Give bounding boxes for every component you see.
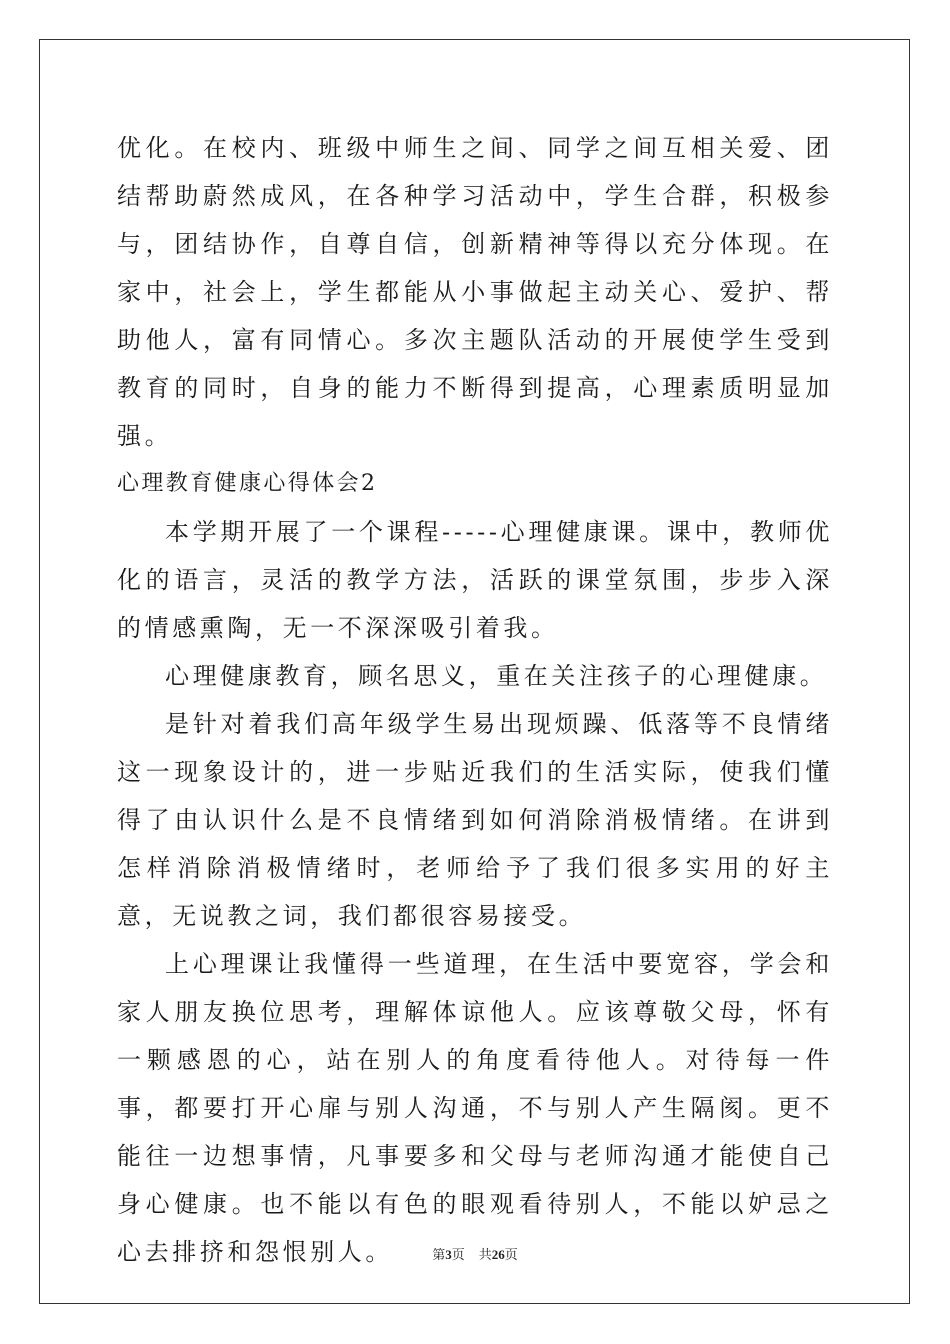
- document-body: [117, 124, 833, 1276]
- section-heading: 心理教育健康心得体会2: [117, 471, 378, 496]
- page-number: 3: [445, 1247, 452, 1262]
- paragraph-4: 是针对着我们高年级学生易出现烦躁、低落等不良情绪这一现象设计的，进一步贴近我们的生活实际，使我们懂得了由认识什么是不良情绪到如何消除消极情绪。在讲到怎样消除消极情绪时，老师给予了我们很多实用的好主意，无说教之词，我们都很容易接受。: [117, 710, 833, 930]
- page-footer: [0, 1245, 950, 1266]
- page-prefix: 第: [432, 1248, 446, 1263]
- paragraph-2: 本学期开展了一个课程-----心理健康课。课中，教师优化的语言，灵活的教学方法，活跃的课堂氛围，步步入深的情感熏陶，无一不深深吸引着我。: [117, 518, 833, 642]
- total-prefix: 共: [478, 1248, 492, 1263]
- paragraph-1: 优化。在校内、班级中师生之间、同学之间互相关爱、团结帮助蔚然成风，在各种学习活动中，学生合群，积极参与，团结协作，自尊自信，创新精神等得以充分体现。在家中，社会上，学生都能从小事做起主动关心、爱护、帮助他人，富有同情心。多次主题队活动的开展使学生受到教育的同时，自身的能力不断得到提高，心理素质明显加强。: [117, 134, 833, 450]
- page-suffix: 页: [451, 1248, 465, 1263]
- paragraph-3: 心理健康教育，顾名思义，重在关注孩子的心理健康。: [165, 662, 828, 690]
- total-pages: 26: [491, 1247, 505, 1262]
- total-suffix: 页: [504, 1248, 518, 1263]
- paragraph-5: 上心理课让我懂得一些道理，在生活中要宽容，学会和家人朋友换位思考，理解体谅他人。应该尊敬父母，怀有一颗感恩的心，站在别人的角度看待他人。对待每一件事，都要打开心扉与别人沟通，不与别人产生隔阂。更不能往一边想事情，凡事要多和父母与老师沟通才能使自己身心健康。也不能以有色的眼观看待别人，不能以妒忌之心去排挤和怨恨别人。: [117, 950, 833, 1266]
